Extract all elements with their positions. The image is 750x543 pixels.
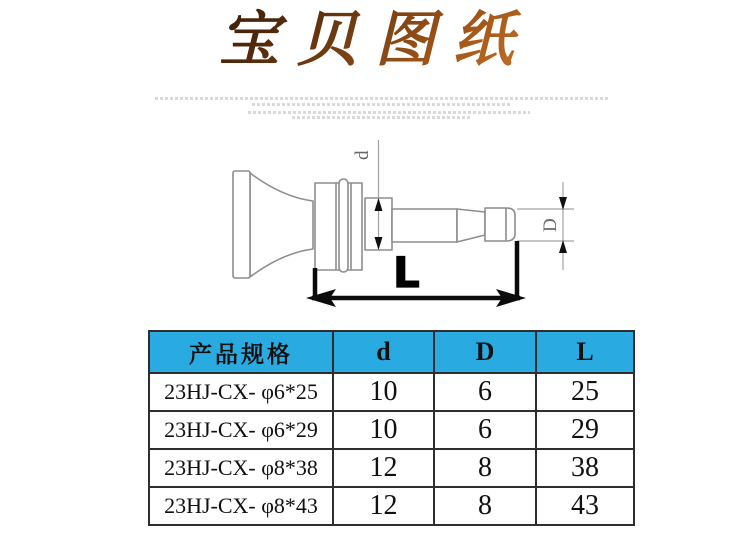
shaft [392,209,457,242]
d-cell: 10 [333,373,434,411]
table-header-row [149,331,634,373]
dim-D-label: D [540,218,561,232]
watermark-line [248,111,530,114]
cap-d-cell: 8 [434,449,536,487]
length-cell: 38 [536,449,634,487]
table-row [149,487,634,525]
col-header-length: L [536,331,634,373]
page-title: 宝贝图纸 [0,4,750,76]
knob-disc [233,171,250,278]
table-row [149,449,634,487]
knob-part-outline [233,171,515,278]
length-cell: 43 [536,487,634,525]
dimension-cap-d [517,182,574,270]
table-row [149,411,634,449]
cap-d-cell: 6 [434,411,536,449]
col-header-cap-d: D [434,331,536,373]
shaft-taper [457,209,485,242]
spec-cell: 23HJ-CX- φ6*25 [149,373,333,411]
cap-d-cell: 8 [434,487,536,525]
d-cell: 12 [333,449,434,487]
spec-cell: 23HJ-CX- φ8*43 [149,487,333,525]
col-header-spec: 产品规格 [149,331,333,373]
d-cell: 12 [333,487,434,525]
dim-d-label: d [352,150,373,160]
collar-ring [339,179,348,272]
end-cap [485,208,515,241]
knob-bell [250,173,313,277]
table-row [149,373,634,411]
d-cell: 10 [333,411,434,449]
dim-D-arrow-down [559,197,567,210]
watermark-line [292,116,470,119]
cap-d-cell: 6 [434,373,536,411]
dim-L-label: L [393,248,420,297]
watermark-line [155,97,610,100]
dim-D-arrow-up [559,240,567,253]
technical-drawing [190,125,610,325]
spec-table [148,330,635,526]
col-header-d: d [333,331,434,373]
length-cell: 25 [536,373,634,411]
watermark-line [252,103,510,106]
spec-cell: 23HJ-CX- φ6*29 [149,411,333,449]
length-cell: 29 [536,411,634,449]
spec-cell: 23HJ-CX- φ8*38 [149,449,333,487]
